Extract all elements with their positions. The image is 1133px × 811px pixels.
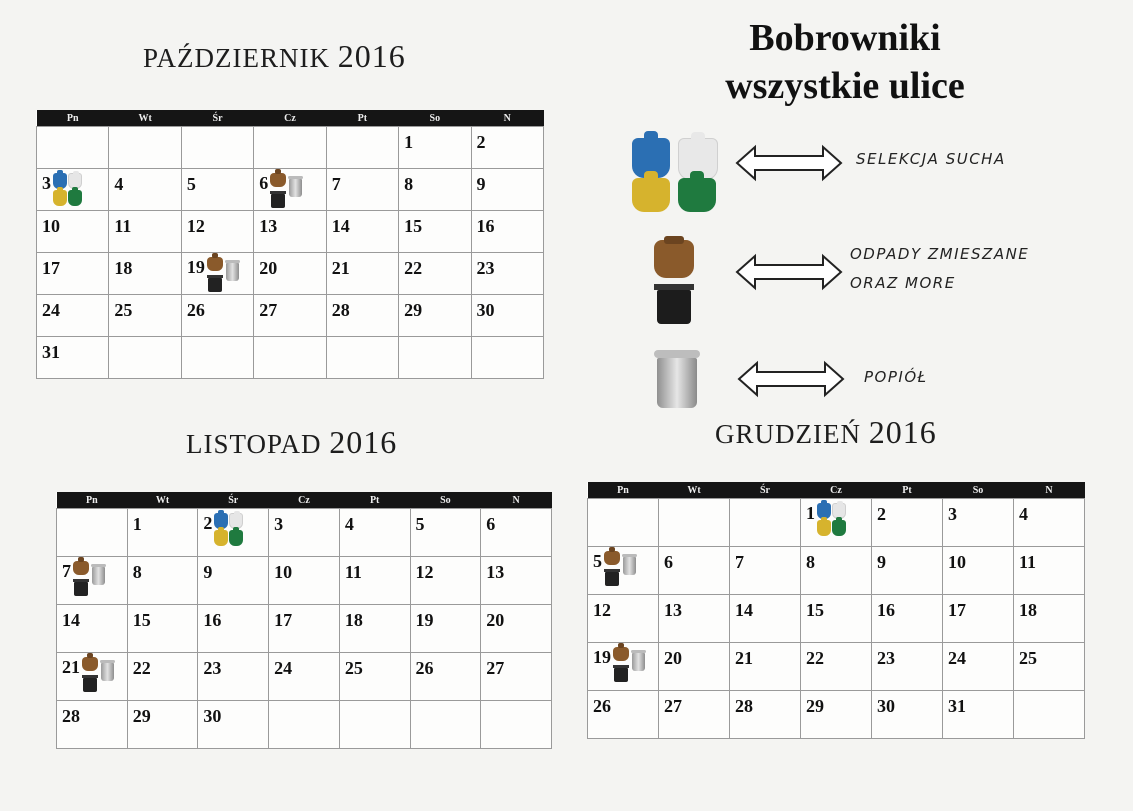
- day-cell: [399, 169, 471, 211]
- day-cell: [57, 701, 128, 749]
- weekday-header-row: [588, 482, 1085, 499]
- day-number: 23: [476, 258, 495, 278]
- empty-day-cell: [181, 127, 253, 169]
- day-cell: [198, 701, 269, 749]
- weekday-label: Śr: [181, 110, 253, 127]
- empty-day-cell: [659, 499, 730, 547]
- empty-day-cell: [254, 337, 326, 379]
- day-number: 14: [62, 610, 80, 630]
- day-cell: [269, 557, 340, 605]
- day-cell: [109, 211, 181, 253]
- day-cell: [57, 653, 128, 701]
- day-number: 2: [877, 504, 886, 524]
- empty-day-cell: [57, 509, 128, 557]
- day-number: 16: [476, 216, 495, 236]
- day-number: 4: [344, 514, 354, 534]
- day-cell: [181, 169, 253, 211]
- day-cell: [198, 557, 269, 605]
- day-number: 26: [593, 696, 611, 716]
- day-cell: [254, 253, 326, 295]
- day-cell: [57, 605, 128, 653]
- day-number: 13: [486, 562, 505, 582]
- day-number: 2: [476, 132, 486, 152]
- day-number: 19: [415, 610, 434, 630]
- day-number: 3: [948, 504, 957, 524]
- title-line-1: Bobrowniki: [749, 17, 941, 59]
- day-number: 2: [203, 513, 213, 533]
- day-cell: [481, 557, 552, 605]
- day-number: 20: [259, 258, 278, 278]
- day-number: 14: [331, 216, 350, 236]
- day-cell: [943, 595, 1014, 643]
- mixed-waste-icon: [82, 657, 98, 692]
- day-cell: [659, 595, 730, 643]
- day-number: 9: [877, 552, 886, 572]
- day-cell: [943, 643, 1014, 691]
- day-cell: [410, 653, 481, 701]
- week-row: [588, 691, 1085, 739]
- day-number: 13: [259, 216, 278, 236]
- day-cell: [801, 499, 872, 547]
- day-number: 25: [114, 300, 133, 320]
- weekday-label: Śr: [198, 492, 269, 509]
- weekday-label: Pt: [339, 492, 410, 509]
- ash-bin-icon: [632, 653, 645, 671]
- day-cell: [481, 653, 552, 701]
- day-cell: [588, 595, 659, 643]
- double-arrow-icon: [735, 252, 843, 292]
- week-row: [588, 499, 1085, 547]
- month-year: 2016: [329, 424, 398, 460]
- legend-label-dry: SELEKCJA SUCHA: [856, 150, 1006, 168]
- day-number: 22: [404, 258, 423, 278]
- day-number: 10: [274, 562, 293, 582]
- day-number: 11: [114, 216, 132, 236]
- day-number: 8: [404, 174, 414, 194]
- day-number: 12: [186, 216, 205, 236]
- day-number: 16: [877, 600, 895, 620]
- empty-day-cell: [269, 701, 340, 749]
- day-number: 12: [593, 600, 611, 620]
- day-number: 26: [186, 300, 205, 320]
- calendar-november: [56, 492, 552, 749]
- day-cell: [269, 653, 340, 701]
- weekday-header-row: [57, 492, 552, 509]
- day-cell: [801, 595, 872, 643]
- day-cell: [269, 509, 340, 557]
- segregation-bags-icon: [214, 513, 248, 547]
- day-number: 5: [415, 514, 425, 534]
- day-cell: [410, 605, 481, 653]
- month-name: LISTOPAD: [186, 429, 322, 459]
- legend-label-ash: POPIÓŁ: [864, 368, 928, 386]
- day-cell: [339, 557, 410, 605]
- day-cell: [471, 253, 543, 295]
- month-name: PAŹDZIERNIK: [143, 43, 331, 73]
- day-number: 10: [948, 552, 966, 572]
- mixed-waste-icon: [652, 236, 696, 328]
- day-number: 21: [62, 657, 80, 677]
- day-cell: [659, 547, 730, 595]
- day-cell: [471, 127, 543, 169]
- ash-bin-icon: [623, 557, 636, 575]
- day-number: 27: [664, 696, 682, 716]
- day-number: 23: [877, 648, 895, 668]
- day-number: 15: [404, 216, 423, 236]
- day-number: 11: [344, 562, 362, 582]
- weekday-label: Wt: [109, 110, 181, 127]
- day-number: 22: [806, 648, 824, 668]
- day-cell: [127, 557, 198, 605]
- day-number: 7: [331, 174, 341, 194]
- day-cell: [254, 211, 326, 253]
- page-title: [700, 14, 990, 110]
- ash-bin-icon: [289, 179, 302, 197]
- day-cell: [198, 653, 269, 701]
- day-cell: [254, 169, 326, 211]
- day-number: 30: [476, 300, 495, 320]
- empty-day-cell: [37, 127, 109, 169]
- day-cell: [339, 605, 410, 653]
- day-cell: [399, 211, 471, 253]
- day-cell: [326, 295, 398, 337]
- double-arrow-icon: [737, 359, 845, 399]
- day-number: 26: [415, 658, 434, 678]
- month-title-december: [715, 414, 937, 451]
- day-number: 7: [62, 561, 71, 581]
- weekday-label: Cz: [269, 492, 340, 509]
- day-cell: [127, 653, 198, 701]
- day-number: 28: [62, 706, 80, 726]
- day-cell: [471, 295, 543, 337]
- day-number: 17: [274, 610, 293, 630]
- weekday-label: Pn: [588, 482, 659, 499]
- day-cell: [588, 691, 659, 739]
- ash-bin-icon: [101, 663, 114, 681]
- day-cell: [730, 547, 801, 595]
- day-number: 6: [664, 552, 673, 572]
- day-number: 3: [42, 173, 51, 193]
- day-number: 9: [203, 562, 213, 582]
- week-row: [57, 557, 552, 605]
- week-row: [57, 653, 552, 701]
- weekday-label: Śr: [730, 482, 801, 499]
- day-number: 15: [132, 610, 151, 630]
- day-cell: [127, 605, 198, 653]
- day-cell: [181, 211, 253, 253]
- day-cell: [730, 643, 801, 691]
- day-cell: [339, 653, 410, 701]
- day-number: 8: [806, 552, 815, 572]
- week-row: [588, 547, 1085, 595]
- day-number: 6: [486, 514, 496, 534]
- day-number: 28: [735, 696, 753, 716]
- day-number: 28: [331, 300, 350, 320]
- day-number: 18: [344, 610, 363, 630]
- weekday-label: Cz: [254, 110, 326, 127]
- day-number: 10: [42, 216, 60, 236]
- ash-bin-icon: [226, 263, 239, 281]
- day-cell: [37, 295, 109, 337]
- day-number: 18: [1019, 600, 1037, 620]
- weekday-header-row: [37, 110, 544, 127]
- weekday-label: N: [481, 492, 552, 509]
- empty-day-cell: [339, 701, 410, 749]
- day-number: 24: [274, 658, 293, 678]
- empty-day-cell: [471, 337, 543, 379]
- day-cell: [659, 691, 730, 739]
- day-number: 29: [132, 706, 151, 726]
- title-line-2: wszystkie ulice: [725, 65, 965, 107]
- day-cell: [57, 557, 128, 605]
- day-number: 1: [132, 514, 142, 534]
- week-row: [37, 169, 544, 211]
- day-number: 17: [42, 258, 60, 278]
- day-cell: [326, 253, 398, 295]
- day-number: 31: [948, 696, 966, 716]
- day-cell: [872, 595, 943, 643]
- day-number: 27: [486, 658, 505, 678]
- weekday-label: So: [410, 492, 481, 509]
- day-cell: [801, 547, 872, 595]
- weekday-label: N: [471, 110, 543, 127]
- mixed-waste-icon: [270, 173, 286, 208]
- day-cell: [872, 499, 943, 547]
- month-year: 2016: [868, 414, 937, 450]
- day-cell: [198, 509, 269, 557]
- weekday-label: Pt: [872, 482, 943, 499]
- day-number: 14: [735, 600, 753, 620]
- day-number: 19: [593, 647, 611, 667]
- month-name: GRUDZIEŃ: [715, 419, 861, 449]
- day-number: 1: [806, 503, 815, 523]
- day-number: 29: [806, 696, 824, 716]
- calendar-october: [36, 110, 544, 379]
- day-number: 16: [203, 610, 222, 630]
- day-cell: [399, 253, 471, 295]
- segregation-bags-icon: [53, 173, 87, 207]
- day-cell: [410, 557, 481, 605]
- empty-day-cell: [588, 499, 659, 547]
- weekday-label: Wt: [127, 492, 198, 509]
- day-cell: [326, 211, 398, 253]
- day-number: 24: [42, 300, 60, 320]
- day-cell: [801, 691, 872, 739]
- day-cell: [109, 253, 181, 295]
- day-cell: [410, 509, 481, 557]
- week-row: [37, 337, 544, 379]
- day-number: 6: [259, 173, 269, 193]
- day-cell: [872, 643, 943, 691]
- day-cell: [339, 509, 410, 557]
- week-row: [37, 211, 544, 253]
- day-cell: [943, 547, 1014, 595]
- day-cell: [254, 295, 326, 337]
- empty-day-cell: [254, 127, 326, 169]
- day-number: 18: [114, 258, 133, 278]
- day-cell: [37, 337, 109, 379]
- weekday-label: So: [943, 482, 1014, 499]
- mixed-waste-icon: [73, 561, 89, 596]
- day-number: 13: [664, 600, 682, 620]
- empty-day-cell: [481, 701, 552, 749]
- day-cell: [1014, 499, 1085, 547]
- weekday-label: Wt: [659, 482, 730, 499]
- week-row: [588, 595, 1085, 643]
- day-number: 4: [1019, 504, 1028, 524]
- empty-day-cell: [109, 127, 181, 169]
- day-cell: [471, 211, 543, 253]
- day-number: 21: [735, 648, 753, 668]
- day-number: 12: [415, 562, 434, 582]
- day-cell: [801, 643, 872, 691]
- empty-day-cell: [399, 337, 471, 379]
- week-row: [57, 509, 552, 557]
- weekday-label: Cz: [801, 482, 872, 499]
- empty-day-cell: [109, 337, 181, 379]
- segregation-bags-icon: [817, 503, 851, 537]
- legend-label-mixed-2: ORAZ MORE: [850, 274, 956, 292]
- day-number: 20: [664, 648, 682, 668]
- day-cell: [127, 701, 198, 749]
- weekday-label: Pt: [326, 110, 398, 127]
- day-number: 29: [404, 300, 423, 320]
- day-cell: [326, 169, 398, 211]
- empty-day-cell: [730, 499, 801, 547]
- week-row: [57, 701, 552, 749]
- double-arrow-icon: [735, 143, 843, 183]
- day-cell: [269, 605, 340, 653]
- day-number: 15: [806, 600, 824, 620]
- day-number: 5: [593, 551, 602, 571]
- empty-day-cell: [181, 337, 253, 379]
- week-row: [588, 643, 1085, 691]
- ash-bin-icon: [92, 567, 105, 585]
- day-cell: [109, 295, 181, 337]
- weekday-label: N: [1014, 482, 1085, 499]
- empty-day-cell: [326, 337, 398, 379]
- legend-label-mixed-1: ODPADY ZMIESZANE: [850, 245, 1030, 263]
- day-cell: [399, 295, 471, 337]
- day-number: 25: [1019, 648, 1037, 668]
- day-cell: [127, 509, 198, 557]
- day-number: 21: [331, 258, 350, 278]
- day-cell: [1014, 595, 1085, 643]
- day-cell: [1014, 643, 1085, 691]
- day-number: 30: [877, 696, 895, 716]
- day-cell: [481, 509, 552, 557]
- weekday-label: So: [399, 110, 471, 127]
- day-number: 7: [735, 552, 744, 572]
- day-cell: [181, 253, 253, 295]
- day-cell: [872, 547, 943, 595]
- day-number: 20: [486, 610, 505, 630]
- empty-day-cell: [1014, 691, 1085, 739]
- day-number: 19: [186, 257, 205, 277]
- day-cell: [37, 253, 109, 295]
- day-number: 31: [42, 342, 60, 362]
- day-cell: [1014, 547, 1085, 595]
- day-number: 30: [203, 706, 222, 726]
- day-number: 23: [203, 658, 222, 678]
- segregation-bags-icon: [632, 132, 720, 212]
- day-cell: [198, 605, 269, 653]
- day-cell: [730, 691, 801, 739]
- mixed-waste-icon: [207, 257, 223, 292]
- ash-bin-icon: [654, 348, 700, 410]
- day-number: 17: [948, 600, 966, 620]
- weekday-label: Pn: [37, 110, 109, 127]
- day-cell: [481, 605, 552, 653]
- month-year: 2016: [337, 38, 406, 74]
- mixed-waste-icon: [604, 551, 620, 586]
- week-row: [37, 295, 544, 337]
- week-row: [57, 605, 552, 653]
- day-number: 9: [476, 174, 486, 194]
- day-number: 8: [132, 562, 142, 582]
- day-number: 1: [404, 132, 414, 152]
- day-cell: [943, 691, 1014, 739]
- month-title-november: [186, 424, 397, 461]
- day-cell: [872, 691, 943, 739]
- empty-day-cell: [326, 127, 398, 169]
- day-number: 11: [1019, 552, 1037, 572]
- day-number: 27: [259, 300, 278, 320]
- day-cell: [659, 643, 730, 691]
- day-cell: [181, 295, 253, 337]
- weekday-label: Pn: [57, 492, 128, 509]
- month-title-october: [143, 38, 406, 75]
- day-number: 5: [186, 174, 196, 194]
- empty-day-cell: [410, 701, 481, 749]
- calendar-december: [587, 482, 1085, 739]
- day-number: 22: [132, 658, 151, 678]
- mixed-waste-icon: [613, 647, 629, 682]
- day-cell: [37, 211, 109, 253]
- week-row: [37, 127, 544, 169]
- day-cell: [471, 169, 543, 211]
- day-number: 25: [344, 658, 363, 678]
- day-cell: [588, 547, 659, 595]
- week-row: [37, 253, 544, 295]
- day-cell: [588, 643, 659, 691]
- day-cell: [399, 127, 471, 169]
- day-cell: [730, 595, 801, 643]
- day-cell: [109, 169, 181, 211]
- day-number: 4: [114, 174, 124, 194]
- day-cell: [37, 169, 109, 211]
- day-cell: [943, 499, 1014, 547]
- day-number: 24: [948, 648, 966, 668]
- day-number: 3: [274, 514, 284, 534]
